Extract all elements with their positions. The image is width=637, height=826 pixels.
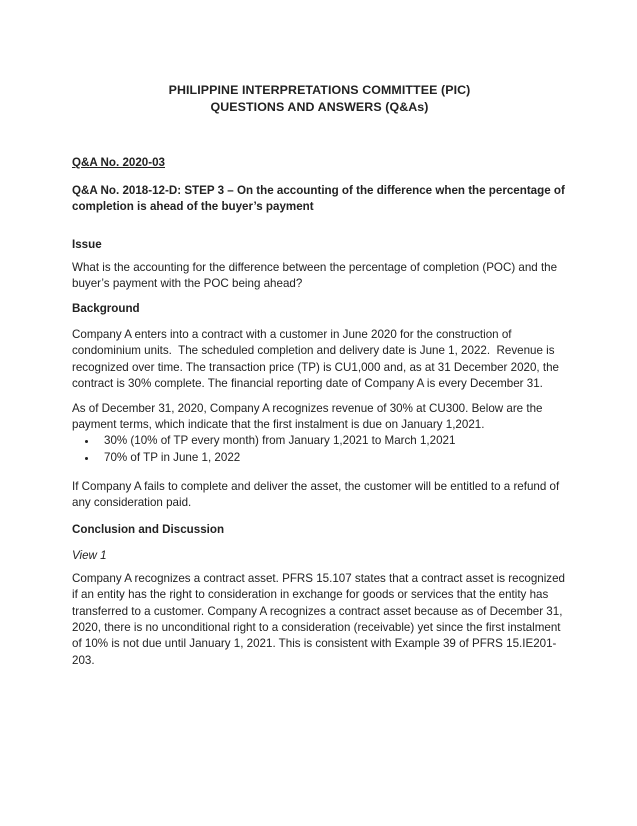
- background-paragraph-3: If Company A fails to complete and deliver the asset, the customer will be entitled to a refund of any consideration paid.: [72, 480, 563, 510]
- background-section-label: Background: [72, 301, 140, 315]
- issue-paragraph: What is the accounting for the difference between the percentage of completion (POC) and the buyer’s payment with the POC being ahead?: [72, 260, 561, 291]
- document-title: [72, 82, 567, 115]
- payment-terms-list: [72, 433, 567, 467]
- view1-label: View 1: [72, 549, 107, 563]
- issue-section-label: Issue: [72, 238, 102, 252]
- document-title-line1: PHILIPPINE INTERPRETATIONS COMMITTEE (PIC): [168, 83, 471, 97]
- background-paragraph-1: Company A enters into a contract with a customer in June 2020 for the construction of condominium units. The scheduled completion and delivery date is June 1, 2022. Revenue is recognized over time. The transaction price (TP) is CU1,000 and, as at 31 December 2020, the contract is 30% complete. The financial reporting date of Company A is every December 31.: [72, 328, 563, 391]
- payment-term-item: • 70% of TP in June 1, 2022: [98, 450, 567, 467]
- qa-heading: Q&A No. 2018-12-D: STEP 3 – On the accounting of the difference when the percentage of completion is ahead of the buyer’s payment: [72, 183, 569, 213]
- conclusion-section-label: Conclusion and Discussion: [72, 522, 225, 536]
- document-title-line2: QUESTIONS AND ANSWERS (Q&As): [210, 99, 429, 114]
- background-paragraph-2: As of December 31, 2020, Company A recognizes revenue of 30% at CU300. Below are the payment terms, which indicate that the first instalment is due on January 1,2021.: [72, 401, 546, 432]
- qa-number: Q&A No. 2020-03: [72, 156, 165, 170]
- payment-term-item: • 30% (10% of TP every month) from January 1,2021 to March 1,2021: [98, 433, 567, 450]
- view1-paragraph: Company A recognizes a contract asset. PFRS 15.107 states that a contract asset is recognized if an entity has the right to consideration in exchange for goods or services that the entity has transferred to a customer. Company A recognizes a contract asset because as of December 31, 2020, there is no unconditional right to a consideration (receivable) yet since the first instalment of 10% is not due until January 1, 2021. This is consistent with Example 39 of PFRS 15.IE201-203.: [72, 571, 569, 667]
